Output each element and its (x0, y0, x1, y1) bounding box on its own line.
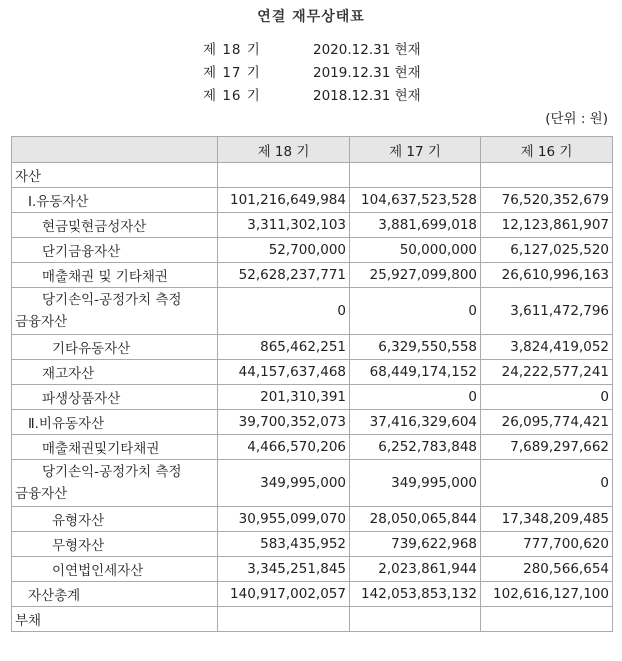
table-row (12, 188, 613, 213)
account-name-cell: 단기금융자산 (12, 238, 218, 263)
amount-cell-period-16: 17,348,209,485 (481, 507, 613, 532)
amount-cell-period-17: 0 (350, 385, 481, 410)
amount-cell-period-18 (218, 163, 350, 188)
table-row (12, 582, 613, 607)
account-name-line: 당기손익-공정가치 측정 (42, 464, 182, 480)
amount-cell-period-18: 3,345,251,845 (218, 557, 350, 582)
amount-cell-period-17: 104,637,523,528 (350, 188, 481, 213)
amount-cell-period-16: 3,611,472,796 (481, 288, 613, 335)
account-name-cell: 자산총계 (12, 582, 218, 607)
amount-cell-period-18: 30,955,099,070 (218, 507, 350, 532)
amount-cell-period-17 (350, 607, 481, 632)
amount-cell-period-16: 24,222,577,241 (481, 360, 613, 385)
amount-cell-period-18 (218, 607, 350, 632)
table-row (12, 385, 613, 410)
period-date: 2019.12.31 현재 (313, 65, 421, 81)
balance-sheet-table (11, 136, 613, 632)
account-name-cell: 자산 (12, 163, 218, 188)
amount-cell-period-16: 12,123,861,907 (481, 213, 613, 238)
amount-cell-period-18: 52,700,000 (218, 238, 350, 263)
period-date: 2020.12.31 현재 (313, 42, 421, 58)
account-name-cell: 현금및현금성자산 (12, 213, 218, 238)
table-row (12, 532, 613, 557)
amount-cell-period-16: 102,616,127,100 (481, 582, 613, 607)
period-label: 제 18 기 (203, 42, 261, 58)
amount-cell-period-16: 0 (481, 385, 613, 410)
period-label: 제 17 기 (203, 65, 261, 81)
column-header-period-16: 제 16 기 (481, 137, 613, 163)
column-header-period-17: 제 17 기 (350, 137, 481, 163)
amount-cell-period-16 (481, 163, 613, 188)
amount-cell-period-16: 7,689,297,662 (481, 435, 613, 460)
table-row (12, 163, 613, 188)
account-name-cell: 부채 (12, 607, 218, 632)
amount-cell-period-18: 52,628,237,771 (218, 263, 350, 288)
amount-cell-period-16: 0 (481, 460, 613, 507)
account-name-cell: 파생상품자산 (12, 385, 218, 410)
amount-cell-period-18: 0 (218, 288, 350, 335)
amount-cell-period-17: 28,050,065,844 (350, 507, 481, 532)
amount-cell-period-17: 2,023,861,944 (350, 557, 481, 582)
table-row (12, 238, 613, 263)
table-row (12, 607, 613, 632)
unit-label: (단위 : 원) (545, 111, 608, 127)
period-row (0, 84, 622, 104)
table-row (12, 263, 613, 288)
amount-cell-period-17 (350, 163, 481, 188)
account-name-cell (12, 460, 218, 507)
amount-cell-period-18: 39,700,352,073 (218, 410, 350, 435)
account-name-line: 금융자산 (15, 314, 68, 330)
table-row (12, 335, 613, 360)
account-name-cell: Ⅰ.유동자산 (12, 188, 218, 213)
account-name-cell: 무형자산 (12, 532, 218, 557)
amount-cell-period-16: 280,566,654 (481, 557, 613, 582)
account-name-cell: 매출채권 및 기타채권 (12, 263, 218, 288)
amount-cell-period-18: 4,466,570,206 (218, 435, 350, 460)
period-label: 제 16 기 (203, 88, 261, 104)
amount-cell-period-16: 76,520,352,679 (481, 188, 613, 213)
amount-cell-period-17: 739,622,968 (350, 532, 481, 557)
account-name-cell (12, 288, 218, 335)
amount-cell-period-16 (481, 607, 613, 632)
account-name-cell: 기타유동자산 (12, 335, 218, 360)
table-row (12, 435, 613, 460)
column-header-account (12, 137, 218, 163)
account-name-line: 당기손익-공정가치 측정 (42, 292, 182, 308)
table-row (12, 360, 613, 385)
account-name-cell: 이연법인세자산 (12, 557, 218, 582)
table-row (12, 460, 613, 507)
amount-cell-period-18: 101,216,649,984 (218, 188, 350, 213)
table-row (12, 213, 613, 238)
account-name-line: 금융자산 (15, 486, 68, 502)
amount-cell-period-18: 583,435,952 (218, 532, 350, 557)
table-header-row (12, 137, 613, 163)
amount-cell-period-17: 68,449,174,152 (350, 360, 481, 385)
account-name-cell: 재고자산 (12, 360, 218, 385)
table-row (12, 507, 613, 532)
amount-cell-period-16: 777,700,620 (481, 532, 613, 557)
amount-cell-period-16: 3,824,419,052 (481, 335, 613, 360)
table-row (12, 288, 613, 335)
period-date: 2018.12.31 현재 (313, 88, 421, 104)
amount-cell-period-17: 6,329,550,558 (350, 335, 481, 360)
amount-cell-period-18: 349,995,000 (218, 460, 350, 507)
amount-cell-period-18: 201,310,391 (218, 385, 350, 410)
amount-cell-period-17: 6,252,783,848 (350, 435, 481, 460)
amount-cell-period-18: 865,462,251 (218, 335, 350, 360)
table-row (12, 557, 613, 582)
account-name-cell: Ⅱ.비유동자산 (12, 410, 218, 435)
account-name-cell: 매출채권및기타채권 (12, 435, 218, 460)
period-row (0, 61, 622, 81)
period-row (0, 38, 622, 58)
amount-cell-period-17: 37,416,329,604 (350, 410, 481, 435)
amount-cell-period-17: 50,000,000 (350, 238, 481, 263)
table-row (12, 410, 613, 435)
amount-cell-period-17: 349,995,000 (350, 460, 481, 507)
column-header-period-18: 제 18 기 (218, 137, 350, 163)
amount-cell-period-16: 26,610,996,163 (481, 263, 613, 288)
document-title: 연결 재무상태표 (257, 9, 365, 25)
amount-cell-period-17: 0 (350, 288, 481, 335)
amount-cell-period-17: 3,881,699,018 (350, 213, 481, 238)
amount-cell-period-17: 142,053,853,132 (350, 582, 481, 607)
amount-cell-period-16: 26,095,774,421 (481, 410, 613, 435)
amount-cell-period-16: 6,127,025,520 (481, 238, 613, 263)
amount-cell-period-18: 140,917,002,057 (218, 582, 350, 607)
amount-cell-period-18: 44,157,637,468 (218, 360, 350, 385)
amount-cell-period-17: 25,927,099,800 (350, 263, 481, 288)
amount-cell-period-18: 3,311,302,103 (218, 213, 350, 238)
account-name-cell: 유형자산 (12, 507, 218, 532)
